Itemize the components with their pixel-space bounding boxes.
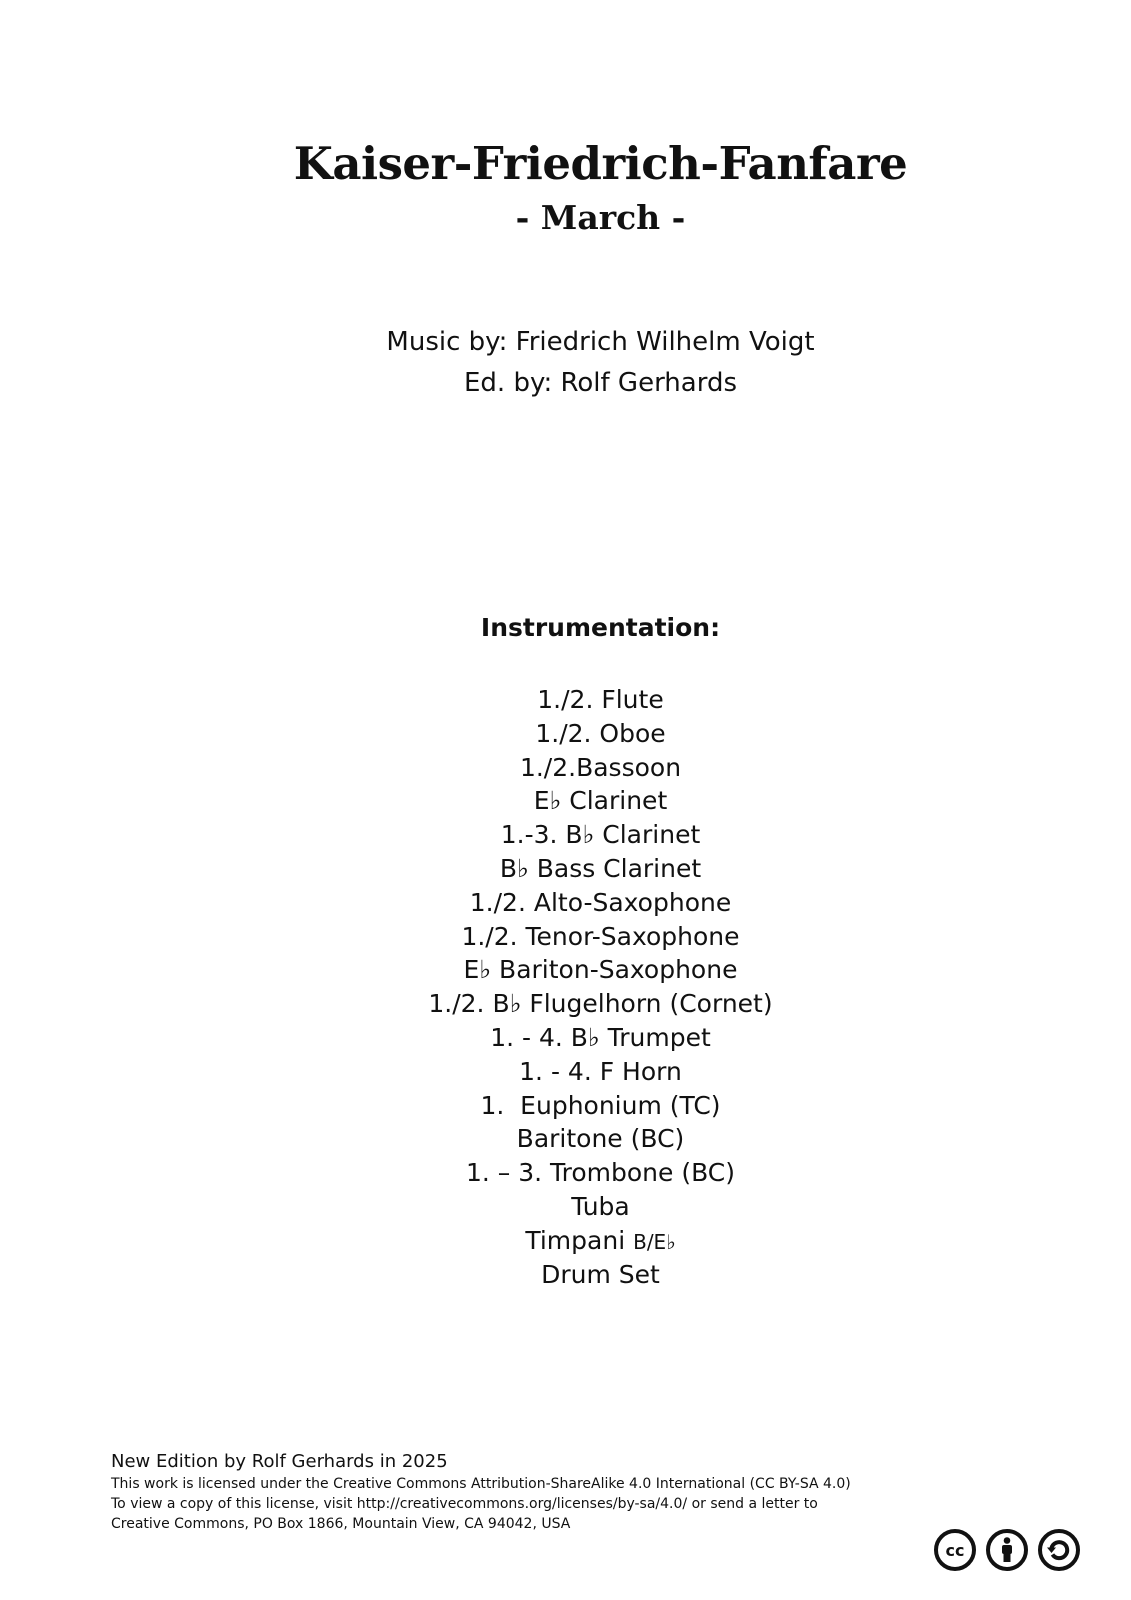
instrument-name: 1./2.Bassoon bbox=[519, 752, 682, 782]
instrument-name: 1. – 3. Trombone (BC) bbox=[465, 1158, 736, 1188]
instrument-tuning-note: B/E♭ bbox=[633, 1229, 676, 1254]
instrument-item bbox=[0, 683, 1131, 717]
instrument-item bbox=[0, 1258, 1131, 1292]
cc-icon bbox=[933, 1528, 977, 1572]
instrument-item bbox=[0, 953, 1131, 987]
instrument-item bbox=[0, 987, 1131, 1021]
license-text-line: This work is licensed under the Creative Commons Attribution-ShareAlike 4.0 International (CC BY-SA 4.0) bbox=[111, 1476, 851, 1492]
instrument-name: 1./2. Oboe bbox=[535, 718, 666, 748]
instrument-name: 1. - 4. F Horn bbox=[519, 1056, 682, 1086]
document-subtitle: - March - bbox=[515, 198, 686, 237]
instrument-item bbox=[0, 920, 1131, 954]
instrument-name: 1. Euphonium (TC) bbox=[480, 1090, 721, 1120]
instrument-item bbox=[0, 818, 1131, 852]
footer bbox=[111, 1450, 1011, 1534]
instrument-item bbox=[0, 751, 1131, 785]
cc-icon-label: cc bbox=[945, 1541, 965, 1560]
document-title: Kaiser-Friedrich-Fanfare bbox=[293, 137, 908, 190]
instrument-item bbox=[0, 784, 1131, 818]
credits bbox=[0, 322, 1131, 404]
attribution-icon bbox=[985, 1528, 1029, 1572]
instrument-item bbox=[0, 717, 1131, 751]
instrument-name: 1. - 4. B♭ Trumpet bbox=[490, 1022, 711, 1052]
instrument-name: 1./2. Flute bbox=[537, 685, 664, 714]
instrument-name: 1.-3. B♭ Clarinet bbox=[500, 820, 701, 850]
instrument-name: Baritone (BC) bbox=[516, 1124, 685, 1154]
instrument-item bbox=[0, 1156, 1131, 1190]
instrumentation-heading: Instrumentation: bbox=[480, 613, 721, 642]
license-badges bbox=[933, 1528, 1083, 1574]
composer-credit: Music by: Friedrich Wilhelm Voigt bbox=[386, 327, 815, 357]
instrument-name: E♭ Clarinet bbox=[533, 786, 668, 816]
instrument-name: Drum Set bbox=[541, 1259, 660, 1289]
license-text-line: To view a copy of this license, visit http://creativecommons.org/licenses/by-sa/4.0/ or send a letter to bbox=[111, 1496, 818, 1512]
instrument-name: Tuba bbox=[571, 1191, 630, 1221]
instrument-item bbox=[0, 1122, 1131, 1156]
license-text-line: Creative Commons, PO Box 1866, Mountain View, CA 94042, USA bbox=[111, 1516, 571, 1532]
instrument-name: 1./2. Alto-Saxophone bbox=[469, 887, 732, 917]
editor-credit: Ed. by: Rolf Gerhards bbox=[464, 368, 737, 398]
instrument-item bbox=[0, 1089, 1131, 1123]
edition-note: New Edition by Rolf Gerhards in 2025 bbox=[111, 1451, 448, 1472]
instrument-name: 1./2. Tenor-Saxophone bbox=[461, 921, 740, 951]
instrument-item bbox=[0, 1055, 1131, 1089]
instrument-name: E♭ Bariton-Saxophone bbox=[463, 955, 738, 985]
instrument-item bbox=[0, 1224, 1131, 1258]
instrument-item bbox=[0, 1021, 1131, 1055]
instrument-item bbox=[0, 886, 1131, 920]
instrument-name: B♭ Bass Clarinet bbox=[499, 853, 702, 883]
instrument-name: 1./2. B♭ Flugelhorn (Cornet) bbox=[428, 989, 773, 1019]
share-alike-icon bbox=[1037, 1528, 1081, 1572]
instrument-name: Timpani bbox=[525, 1225, 626, 1255]
instrument-item bbox=[0, 1190, 1131, 1224]
instrument-item bbox=[0, 852, 1131, 886]
instrumentation-list bbox=[0, 683, 1131, 1291]
